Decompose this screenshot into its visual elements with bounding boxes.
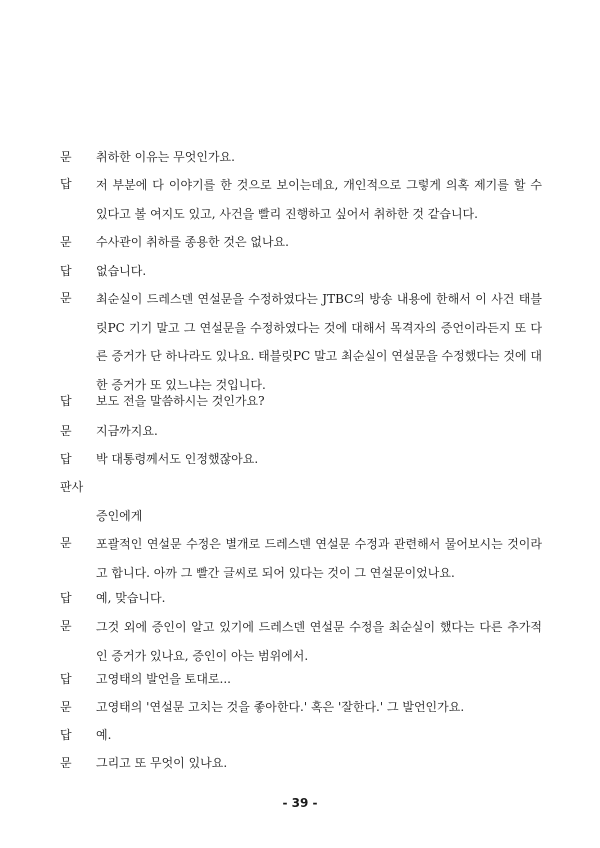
question-marker: 문 xyxy=(60,700,72,714)
answer-text: 예. xyxy=(96,728,112,742)
question-text: 취하한 이유는 무엇인가요. xyxy=(96,150,235,164)
addressee-label: 증인에게 xyxy=(96,509,143,523)
page-number: - 39 - xyxy=(282,796,318,810)
answer-text: 예, 맞습니다. xyxy=(96,591,166,605)
question-marker: 문 xyxy=(60,150,72,164)
answer-marker: 답 xyxy=(60,591,72,605)
answer-marker: 답 xyxy=(60,264,72,278)
answer-text: 박 대통령께서도 인정했잖아요. xyxy=(96,452,259,466)
answer-marker: 답 xyxy=(60,394,72,408)
question-text: 그리고 또 무엇이 있나요. xyxy=(96,756,228,770)
answer-text: 고영태의 발언을 토대로... xyxy=(96,672,231,686)
answer-text: 없습니다. xyxy=(96,264,147,278)
question-text: 최순실이 드레스덴 연설문을 수정하였다는 JTBC의 방송 내용에 한해서 이 사건 태블릿PC 기기 말고 그 연설문을 수정하였다는 것에 대해서 목격자의 증언이라든지 또 다른 증거가 단 하나라도 있나요. 태블릿PC 말고 최순실이 연설문을 수정했다는 것에 대한 증거가 또 있느냐는 것입니다. xyxy=(96,292,542,392)
answer-marker: 답 xyxy=(60,177,72,191)
question-marker: 문 xyxy=(60,235,72,249)
question-text: 그것 외에 증인이 알고 있기에 드레스덴 연설문 수정을 최순실이 했다는 다른 추가적인 증거가 있나요, 증인이 아는 범위에서. xyxy=(96,620,542,663)
question-text: 수사관이 취하를 종용한 것은 없나요. xyxy=(96,235,289,249)
question-marker: 문 xyxy=(60,619,72,633)
answer-marker: 답 xyxy=(60,452,72,466)
answer-marker: 답 xyxy=(60,728,72,742)
question-text: 포괄적인 연설문 수정은 별개로 드레스덴 연설문 수정과 관련해서 물어보시는 것이라고 합니다. 아까 그 빨간 글씨로 되어 있다는 것이 그 연설문이었나요. xyxy=(96,537,542,580)
question-marker: 문 xyxy=(60,536,72,550)
judge-marker: 판사 xyxy=(60,480,84,494)
answer-text: 저 부분에 다 이야기를 한 것으로 보이는데요, 개인적으로 그렇게 의혹 제기를 할 수 있다고 볼 여지도 있고, 사건을 빨리 진행하고 싶어서 취하한 것 같습니다. xyxy=(96,178,542,221)
question-marker: 문 xyxy=(60,424,72,438)
question-marker: 문 xyxy=(60,291,72,305)
question-text: 지금까지요. xyxy=(96,424,158,438)
question-text: 고영태의 '연설문 고치는 것을 좋아한다.' 혹은 '잘한다.' 그 발언인가요. xyxy=(96,700,465,714)
answer-text: 보도 전을 말씀하시는 것인가요? xyxy=(96,394,265,408)
answer-marker: 답 xyxy=(60,672,72,686)
question-marker: 문 xyxy=(60,756,72,770)
